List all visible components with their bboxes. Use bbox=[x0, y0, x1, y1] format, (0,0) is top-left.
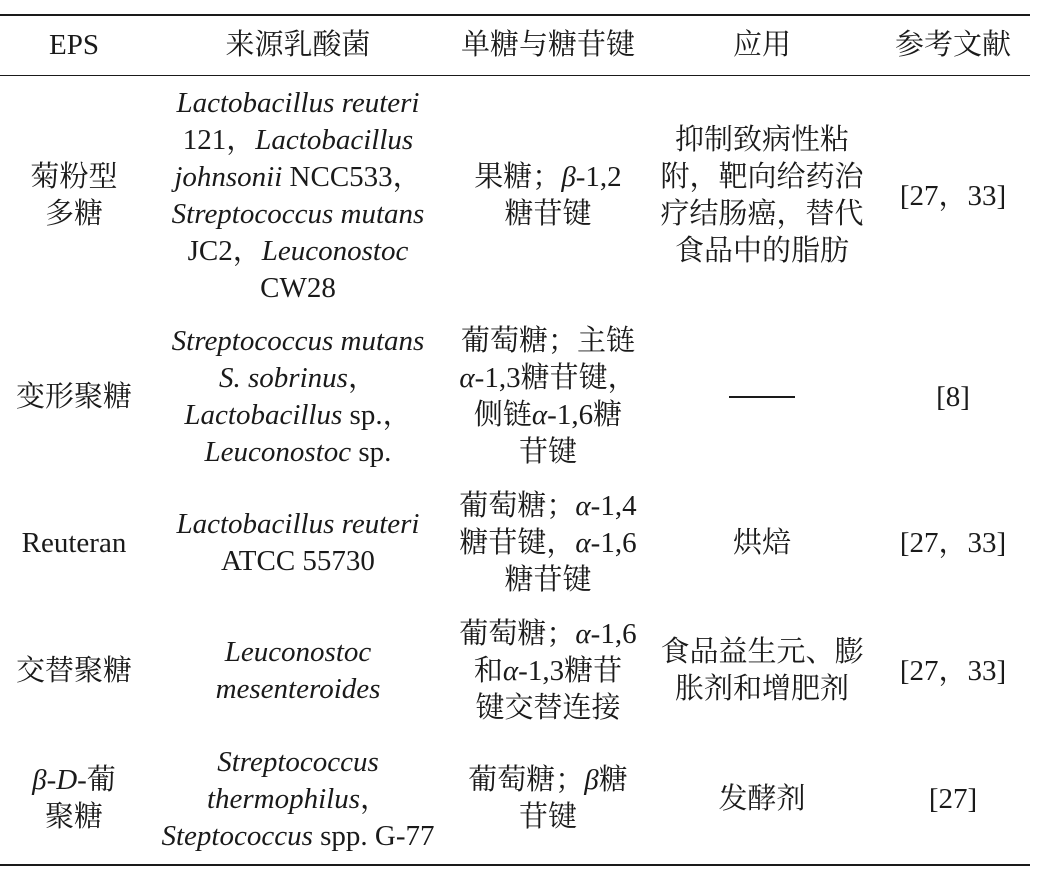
application-line: 食品中的脂肪 bbox=[674, 235, 849, 267]
sugar-linkage-cell bbox=[448, 478, 648, 608]
references-cell: [27，33] bbox=[899, 526, 1007, 559]
empty-dash bbox=[729, 396, 795, 398]
sugar-line: 葡萄糖；主链 bbox=[460, 325, 635, 357]
sugar-line: 和α-1,3糖苷 bbox=[473, 654, 623, 687]
eps-cell bbox=[0, 316, 148, 478]
application-cell bbox=[648, 608, 876, 734]
table-row bbox=[0, 316, 1030, 478]
source-line: Lactobacillus reuteri bbox=[176, 87, 420, 119]
source-bacteria-cell bbox=[148, 478, 448, 608]
source-bacteria-cell bbox=[148, 608, 448, 734]
application-line: 疗结肠癌，替代 bbox=[660, 198, 864, 230]
table-row bbox=[0, 608, 1030, 734]
sugar-line: 侧链α-1,6糖 bbox=[473, 399, 623, 431]
source-line: S. sobrinus， bbox=[219, 362, 377, 394]
eps-cell bbox=[0, 734, 148, 864]
sugar-line: 苷键 bbox=[518, 436, 577, 468]
source-line: JC2，Leuconostoc bbox=[187, 235, 409, 267]
table-row bbox=[0, 478, 1030, 608]
eps-name: 多糖 bbox=[44, 198, 103, 230]
sugar-linkage-cell bbox=[448, 316, 648, 478]
sugar-line: 苷键 bbox=[518, 801, 577, 833]
header-application: 应用 bbox=[732, 29, 791, 61]
source-line: mesenteroides bbox=[215, 673, 381, 705]
table-row bbox=[0, 734, 1030, 864]
sugar-linkage-cell bbox=[448, 734, 648, 864]
eps-name: β-D-葡 bbox=[32, 764, 116, 796]
source-line: thermophilus， bbox=[206, 782, 390, 815]
header-eps: EPS bbox=[49, 29, 99, 61]
sugar-linkage-cell bbox=[448, 76, 648, 316]
source-line: 121，Lactobacillus bbox=[182, 124, 414, 156]
eps-cell bbox=[0, 608, 148, 734]
source-line: ATCC 55730 bbox=[221, 545, 375, 577]
references-cell: [27，33] bbox=[899, 654, 1007, 687]
references-cell: [27，33] bbox=[899, 179, 1007, 212]
source-line: Streptococcus bbox=[217, 745, 379, 778]
application-line: 抑制致病性粘 bbox=[674, 124, 849, 156]
eps-name: 变形聚糖 bbox=[15, 380, 132, 413]
sugar-line: 糖苷键 bbox=[504, 563, 592, 596]
source-bacteria-cell bbox=[148, 76, 448, 316]
source-line: Leuconostoc sp. bbox=[204, 436, 392, 468]
eps-name: 菊粉型 bbox=[30, 161, 118, 193]
eps-name: 交替聚糖 bbox=[15, 654, 132, 687]
source-line: Streptococcus mutans bbox=[171, 325, 425, 357]
sugar-line: 糖苷键，α-1,6 bbox=[459, 526, 637, 559]
application-line: 食品益生元、膨 bbox=[660, 636, 864, 668]
header-source-bacteria: 来源乳酸菌 bbox=[225, 29, 371, 61]
application-line: 烘焙 bbox=[732, 526, 791, 559]
eps-name: 聚糖 bbox=[44, 801, 103, 833]
source-line: Steptococcus spp. G-77 bbox=[161, 819, 435, 852]
source-line: Lactobacillus reuteri bbox=[176, 508, 420, 540]
sugar-line: 键交替连接 bbox=[475, 691, 621, 724]
source-line: johnsonii NCC533， bbox=[174, 161, 422, 193]
source-line: Leuconostoc bbox=[224, 636, 372, 668]
eps-cell bbox=[0, 76, 148, 316]
sugar-line: 葡萄糖；α-1,4 bbox=[459, 489, 637, 522]
sugar-line: 糖苷键 bbox=[504, 198, 592, 230]
source-bacteria-cell bbox=[148, 316, 448, 478]
sugar-line: 葡萄糖；α-1,6 bbox=[459, 617, 637, 650]
application-cell bbox=[648, 734, 876, 864]
application-cell bbox=[648, 76, 876, 316]
sugar-line: 葡萄糖；β糖 bbox=[468, 764, 628, 796]
application-line: 发酵剂 bbox=[718, 782, 806, 815]
source-line: CW28 bbox=[260, 272, 336, 304]
data-table bbox=[0, 14, 1030, 866]
header-sugar-linkage: 单糖与糖苷键 bbox=[460, 29, 635, 61]
sugar-line: 果糖；β-1,2 bbox=[474, 161, 622, 193]
table-row bbox=[0, 76, 1030, 316]
source-line: Streptococcus mutans bbox=[171, 198, 425, 230]
eps-name: Reuteran bbox=[21, 526, 127, 559]
sugar-line: α-1,3糖苷键， bbox=[459, 362, 637, 394]
source-bacteria-cell bbox=[148, 734, 448, 864]
header-references: 参考文献 bbox=[894, 29, 1011, 61]
references-cell: [8] bbox=[936, 380, 970, 413]
source-line: Lactobacillus sp.， bbox=[184, 399, 412, 431]
application-cell bbox=[648, 316, 876, 478]
application-line: 附，靶向给药治 bbox=[660, 161, 864, 193]
table-header bbox=[0, 16, 1030, 76]
sugar-linkage-cell bbox=[448, 608, 648, 734]
references-cell: [27] bbox=[928, 782, 978, 815]
application-line: 胀剂和增肥剂 bbox=[674, 673, 849, 705]
application-cell bbox=[648, 478, 876, 608]
eps-cell bbox=[0, 478, 148, 608]
